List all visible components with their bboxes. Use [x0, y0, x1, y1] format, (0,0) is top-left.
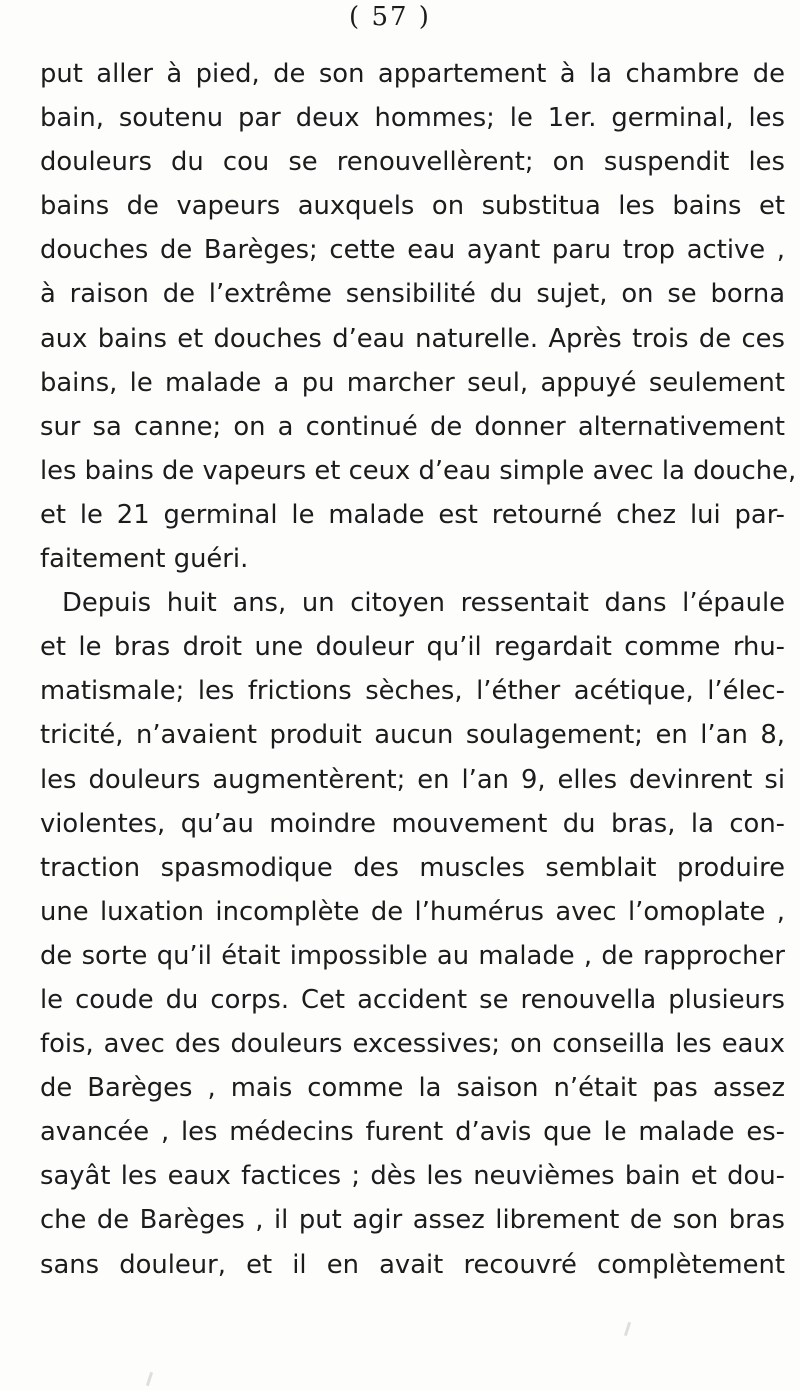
text-line: douleurs du cou se renouvellèrent; on suspendit les [40, 147, 785, 178]
paper-mark [624, 1322, 631, 1336]
text-line: violentes, qu’au moindre mouvement du bras, la con- [40, 808, 785, 839]
page-number: ( 57 ) [349, 2, 431, 32]
text-line: bains, le malade a pu marcher seul, appuyé seulement [40, 367, 785, 398]
text-line: de Barèges , mais comme la saison n’était pas assez [40, 1073, 785, 1104]
text-line: les bains de vapeurs et ceux d’eau simple avec la douche, [40, 455, 797, 486]
text-line: che de Barèges , il put agir assez librement de son bras [40, 1205, 785, 1236]
text-line: traction spasmodique des muscles semblait produire [40, 852, 785, 883]
body-text [40, 52, 797, 1287]
paper-mark [146, 1372, 153, 1386]
text-line: matismale; les frictions sèches, l’éther acétique, l’élec- [40, 676, 785, 707]
text-line: le coude du corps. Cet accident se renouvella plusieurs [40, 984, 785, 1015]
text-line: bain, soutenu par deux hommes; le 1er. germinal, les [40, 103, 785, 134]
text-line: et le 21 germinal le malade est retourné chez lui par- [40, 499, 785, 530]
paragraph-start-line: Depuis huit ans, un citoyen ressentait dans l’épaule [62, 588, 785, 619]
text-line: à raison de l’extrême sensibilité du sujet, on se borna [40, 279, 785, 310]
text-line: bains de vapeurs auxquels on substitua les bains et [40, 191, 785, 222]
text-line: put aller à pied, de son appartement à la chambre de [40, 59, 785, 89]
text-line: faitement guéri. [40, 544, 249, 575]
text-line: sans douleur, et il en avait recouvré complètement [40, 1249, 785, 1280]
text-line: sur sa canne; on a continué de donner alternativement [40, 411, 785, 442]
text-line: et le bras droit une douleur qu’il regardait comme rhu- [40, 632, 785, 663]
text-line: de sorte qu’il était impossible au malade , de rapprocher [40, 940, 785, 971]
text-line: une luxation incomplète de l’humérus avec l’omoplate , [40, 896, 785, 927]
text-line: tricité, n’avaient produit aucun soulagement; en l’an 8, [40, 720, 785, 751]
text-line: avancée , les médecins furent d’avis que le malade es- [40, 1117, 785, 1148]
text-line: douches de Barèges; cette eau ayant paru trop active , [40, 235, 785, 266]
text-line: fois, avec des douleurs excessives; on conseilla les eaux [40, 1029, 785, 1060]
text-line: sayât les eaux factices ; dès les neuvièmes bain et dou- [40, 1161, 785, 1192]
text-line: les douleurs augmentèrent; en l’an 9, elles devinrent si [40, 764, 785, 795]
text-line: aux bains et douches d’eau naturelle. Après trois de ces [40, 323, 785, 354]
